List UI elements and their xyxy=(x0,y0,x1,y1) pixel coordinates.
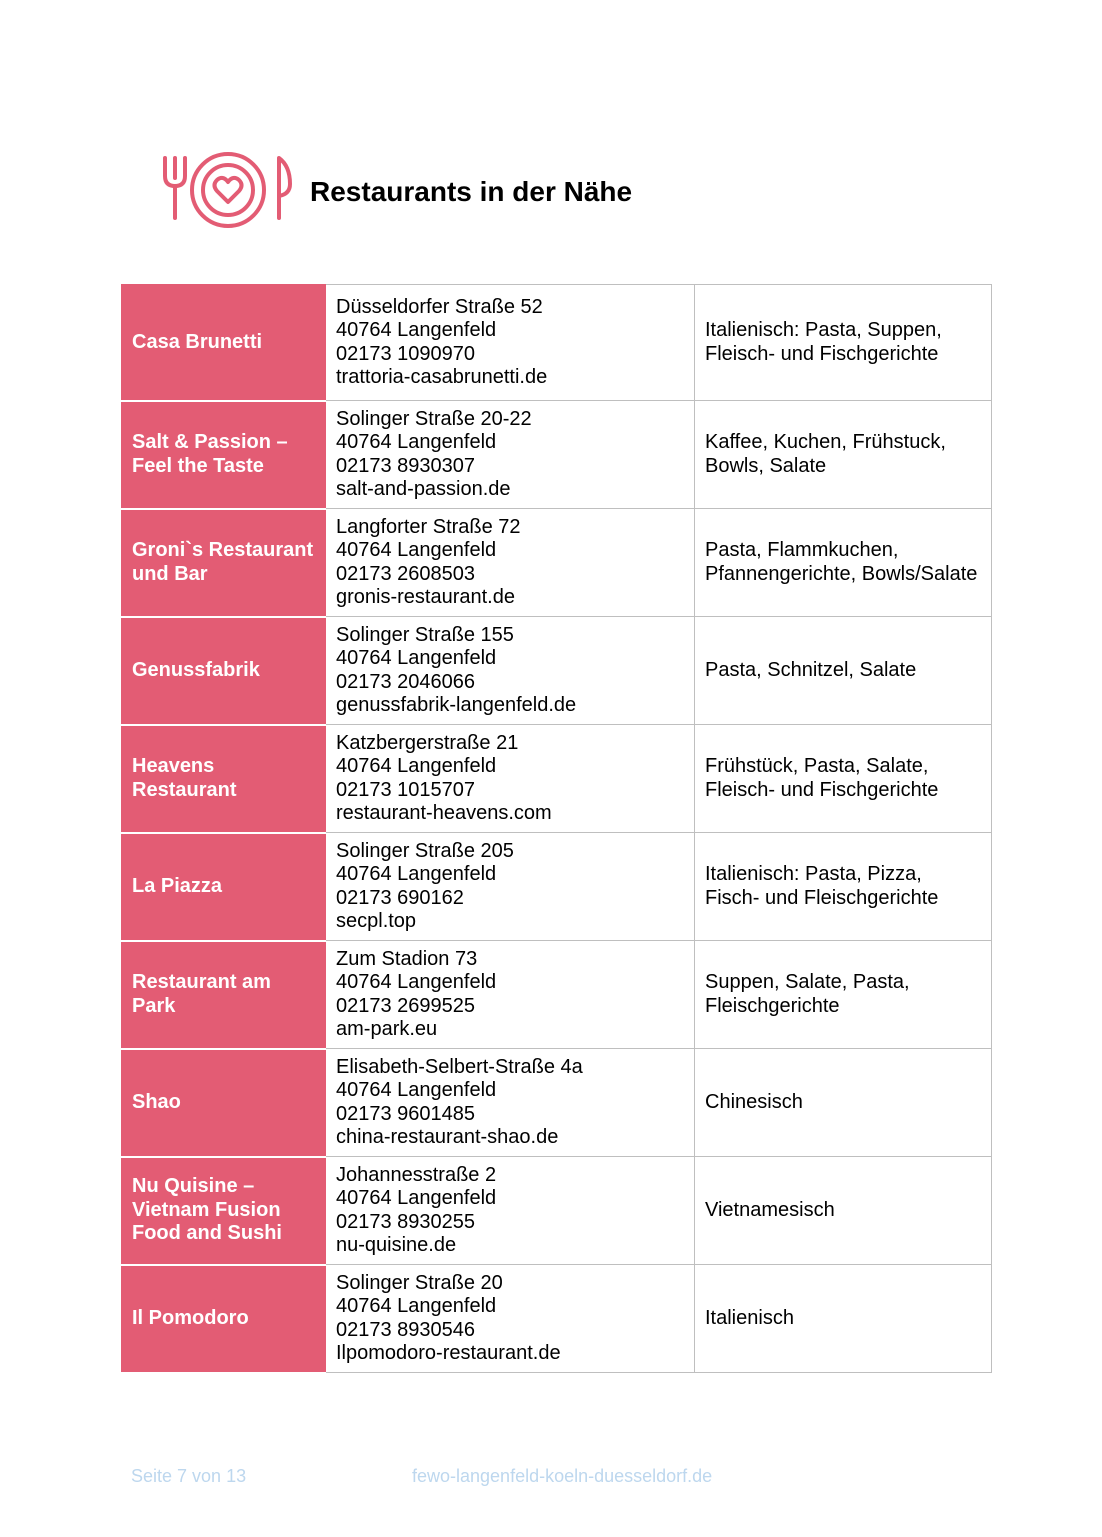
address-line: 40764 Langenfeld xyxy=(336,1079,497,1101)
address-line: 02173 8930546 xyxy=(336,1318,476,1341)
address-line: Langforter Straße 72 xyxy=(336,515,521,538)
address-line: Elisabeth-Selbert-Straße 4a xyxy=(336,1055,583,1078)
address-line: 40764 Langenfeld xyxy=(336,647,497,669)
address-line: 02173 2699525 xyxy=(336,994,476,1017)
restaurant-name: Heavens Restaurant xyxy=(122,725,326,833)
address-line: 40764 Langenfeld xyxy=(336,1295,497,1317)
address-line: 02173 2046066 xyxy=(336,670,476,693)
address-line: Zum Stadion 73 xyxy=(336,947,478,970)
address-line: restaurant-heavens.com xyxy=(336,802,552,824)
restaurant-address xyxy=(326,833,695,941)
address-line: 02173 690162 xyxy=(336,886,464,909)
address-line: secpl.top xyxy=(336,910,417,932)
restaurant-name: Nu Quisine – Vietnam Fusion Food and Sushi xyxy=(122,1157,326,1265)
address-line: salt-and-passion.de xyxy=(336,478,511,500)
restaurant-address xyxy=(326,725,695,833)
restaurant-address xyxy=(326,1157,695,1265)
table-row xyxy=(122,833,992,941)
table-row xyxy=(122,941,992,1049)
address-line: Solinger Straße 20 xyxy=(336,1271,503,1294)
table-row xyxy=(122,725,992,833)
restaurant-name: Restaurant am Park xyxy=(122,941,326,1049)
restaurant-address xyxy=(326,401,695,509)
address-line: 40764 Langenfeld xyxy=(336,971,497,993)
address-line: gronis-restaurant.de xyxy=(336,586,515,608)
restaurant-cuisine: Chinesisch xyxy=(695,1049,992,1157)
address-line: 02173 1090970 xyxy=(336,342,476,365)
address-line: genussfabrik-langenfeld.de xyxy=(336,694,577,716)
restaurant-address xyxy=(326,1049,695,1157)
address-line: 40764 Langenfeld xyxy=(336,539,497,561)
table-row xyxy=(122,1265,992,1373)
address-line: Solinger Straße 205 xyxy=(336,839,514,862)
restaurant-cuisine: Frühstück, Pasta, Salate, Fleisch- und Fischgerichte xyxy=(695,725,992,833)
address-line: 40764 Langenfeld xyxy=(336,863,497,885)
restaurant-table xyxy=(121,284,992,1374)
address-line: trattoria-casabrunetti.de xyxy=(336,366,548,388)
restaurant-cuisine: Pasta, Flammkuchen, Pfannengerichte, Bowls/Salate xyxy=(695,509,992,617)
restaurant-name: La Piazza xyxy=(122,833,326,941)
restaurant-name: Il Pomodoro xyxy=(122,1265,326,1373)
table-row xyxy=(122,1049,992,1157)
restaurant-name: Salt & Passion – Feel the Taste xyxy=(122,401,326,509)
restaurant-cuisine: Italienisch: Pasta, Pizza, Fisch- und Fleischgerichte xyxy=(695,833,992,941)
restaurant-address xyxy=(326,617,695,725)
restaurant-name: Genussfabrik xyxy=(122,617,326,725)
address-line: Solinger Straße 155 xyxy=(336,623,514,646)
restaurant-address xyxy=(326,941,695,1049)
restaurant-cuisine: Vietnamesisch xyxy=(695,1157,992,1265)
footer-page-label: Seite 7 von 13 xyxy=(131,1466,247,1486)
address-line: 40764 Langenfeld xyxy=(336,755,497,777)
table-row xyxy=(122,509,992,617)
table-row xyxy=(122,401,992,509)
address-line: Düsseldorfer Straße 52 xyxy=(336,295,543,318)
footer-website: fewo-langenfeld-koeln-duesseldorf.de xyxy=(412,1466,713,1486)
address-line: Katzbergerstraße 21 xyxy=(336,731,519,754)
restaurant-cuisine: Italienisch: Pasta, Suppen, Fleisch- und Fischgerichte xyxy=(695,285,992,401)
table-row xyxy=(122,285,992,401)
restaurant-name: Shao xyxy=(122,1049,326,1157)
address-line: Ilpomodoro-restaurant.de xyxy=(336,1342,561,1364)
address-line: Johannesstraße 2 xyxy=(336,1163,497,1186)
address-line: 02173 2608503 xyxy=(336,562,476,585)
restaurant-cuisine: Suppen, Salate, Pasta, Fleischgerichte xyxy=(695,941,992,1049)
restaurant-address xyxy=(326,1265,695,1373)
address-line: 02173 1015707 xyxy=(336,778,476,801)
address-line: 40764 Langenfeld xyxy=(336,431,497,453)
page-header xyxy=(162,152,294,232)
address-line: 40764 Langenfeld xyxy=(336,319,497,341)
address-line: am-park.eu xyxy=(336,1018,438,1040)
address-line: nu-quisine.de xyxy=(336,1234,457,1256)
restaurant-name: Casa Brunetti xyxy=(122,285,326,401)
address-line: 40764 Langenfeld xyxy=(336,1187,497,1209)
restaurant-cuisine: Kaffee, Kuchen, Frühstuck, Bowls, Salate xyxy=(695,401,992,509)
address-line: 02173 8930307 xyxy=(336,454,476,477)
address-line: 02173 8930255 xyxy=(336,1210,476,1233)
restaurant-name: Groni`s Restaurant und Bar xyxy=(122,509,326,617)
restaurant-cuisine: Pasta, Schnitzel, Salate xyxy=(695,617,992,725)
restaurant-cuisine: Italienisch xyxy=(695,1265,992,1373)
address-line: 02173 9601485 xyxy=(336,1102,476,1125)
table-row xyxy=(122,1157,992,1265)
address-line: china-restaurant-shao.de xyxy=(336,1126,559,1148)
fork-plate-heart-knife-icon xyxy=(162,152,294,232)
restaurant-address xyxy=(326,285,695,401)
page-title: Restaurants in der Nähe xyxy=(310,176,633,207)
address-line: Solinger Straße 20-22 xyxy=(336,407,532,430)
restaurant-address xyxy=(326,509,695,617)
table-row xyxy=(122,617,992,725)
